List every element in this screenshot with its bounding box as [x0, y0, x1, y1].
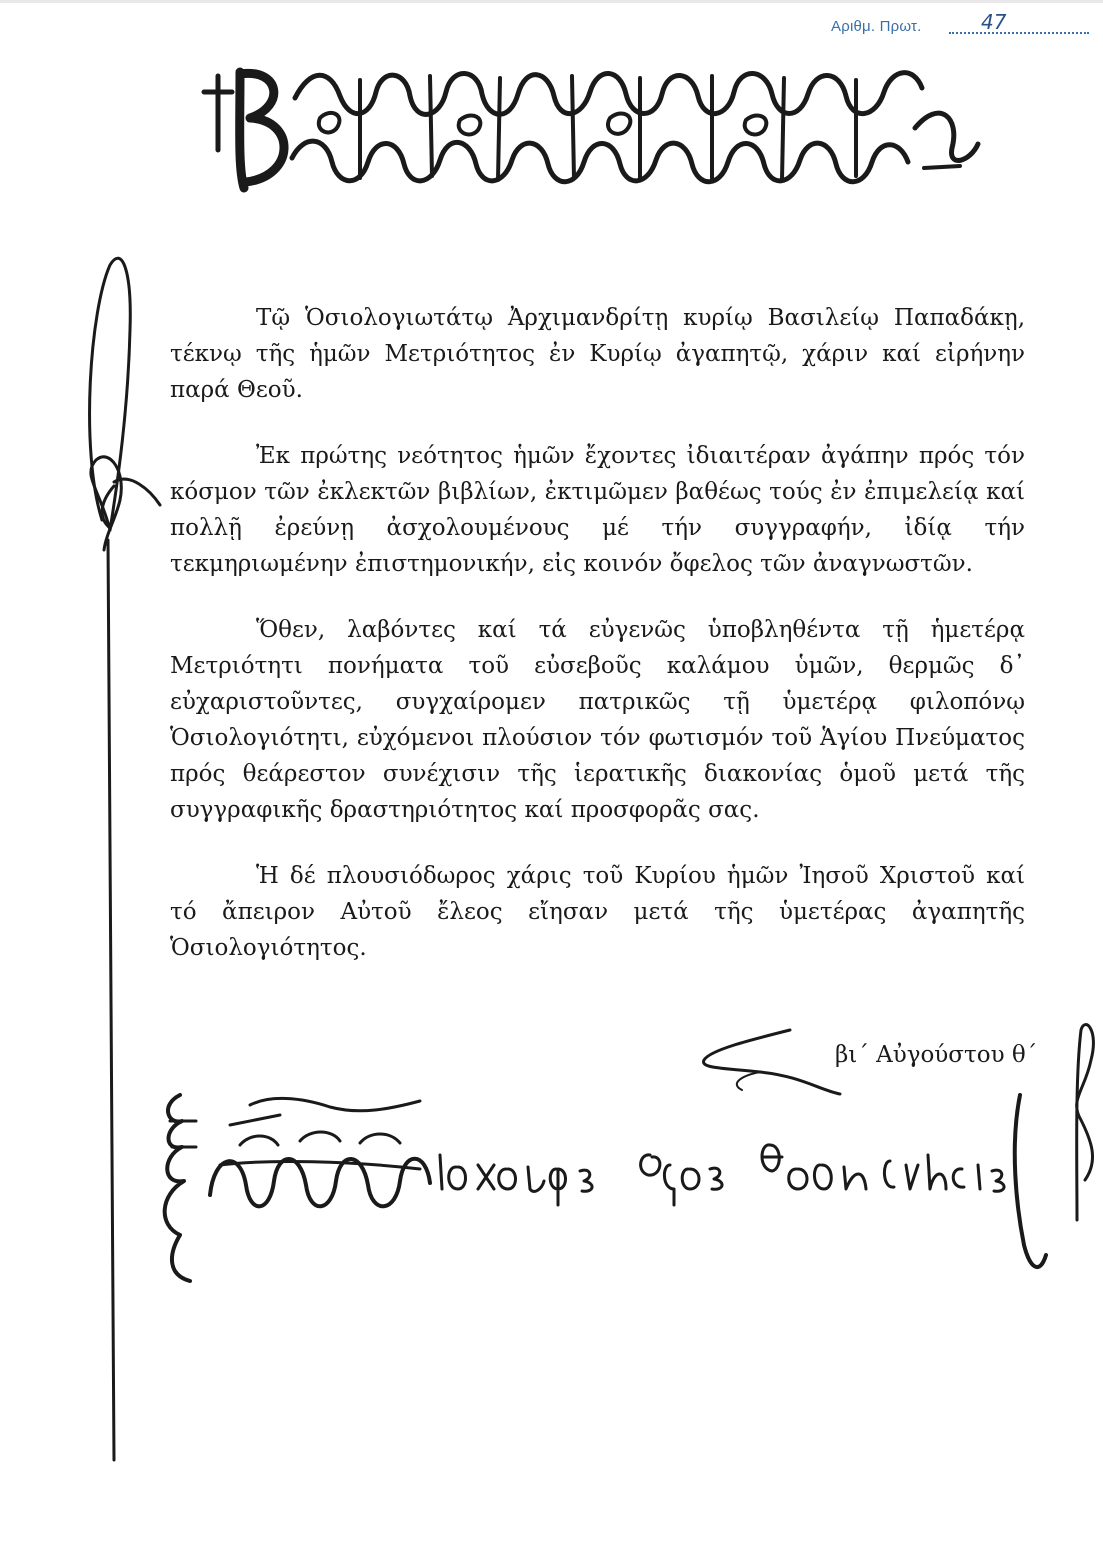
letter-date: βι΄ Αὐγούστου θ΄ [835, 1042, 1038, 1068]
protocol-number: 47 [981, 10, 1007, 34]
protocol-number-stamp [831, 10, 1091, 42]
page-edge [0, 0, 1103, 3]
patriarch-signature [150, 1085, 1050, 1305]
protocol-dotted-line [949, 32, 1089, 34]
letter-body [170, 300, 1025, 996]
letter-paragraph: Ὅθεν, λαβόντες καί τά εὐγενῶς ὑποβληθέντα τῇ ἡμετέρᾳ Μετριότητι πονήματα τοῦ εὐσεβοῦς καλάμου ὑμῶν, θερμῶς δ᾽ εὐχαριστοῦντες, συγχαίρομεν πατρικῶς τῇ ὑμετέρᾳ φιλοπόνῳ Ὁσιολογιότητι, εὐχόμενοι πλούσιον τόν φωτισμόν τοῦ Ἁγίου Πνεύματος πρός θεάρεστον συνέχισιν τῆς ἱερατικῆς διακονίας ὁμοῦ μετά τῆς συγγραφικῆς δραστηριότητος καί προσφορᾶς σας. [170, 617, 1025, 823]
letter-paragraph: Ἐκ πρώτης νεότητος ἡμῶν ἔχοντες ἰδιαιτέραν ἀγάπην πρός τόν κόσμον τῶν ἐκλεκτῶν βιβλίων, ἐκτιμῶμεν βαθέως τούς ἐν ἐπιμελείᾳ καί πολλῇ ἐρεύνῃ ἀσχολουμένους μέ τήν συγγραφήν, ἰδίᾳ τήν τεκμηριωμένην ἐπιστημονικήν, εἰς κοινόν ὄφελος τῶν ἀναγνωστῶν. [170, 443, 1025, 577]
letter-paragraph: Τῷ Ὁσιολογιωτάτῳ Ἀρχιμανδρίτῃ κυρίῳ Βασιλείῳ Παπαδάκῃ, τέκνῳ τῆς ἡμῶν Μετριότητος ἐν Κυρίῳ ἀγαπητῷ, χάριν καί εἰρήνην παρά Θεοῦ. [170, 305, 1025, 403]
right-margin-mark [1055, 1020, 1103, 1235]
calligraphic-header-seal [200, 58, 990, 198]
protocol-label: Αριθμ. Πρωτ. [831, 18, 922, 35]
letter-paragraph: Ἡ δέ πλουσιόδωρος χάρις τοῦ Κυρίου ἡμῶν Ἰησοῦ Χριστοῦ καί τό ἄπειρον Αὐτοῦ ἔλεος εἴησαν μετά τῆς ὑμετέρας ἀγαπητῆς Ὁσιολογιότητος. [170, 863, 1025, 961]
